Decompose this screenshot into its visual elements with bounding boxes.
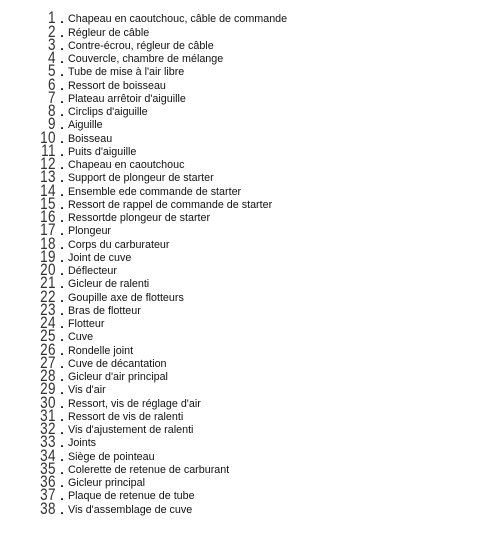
part-row: [30, 155, 490, 173]
part-number: 6: [48, 75, 56, 94]
part-number: 2: [48, 22, 56, 41]
part-separator: .: [60, 396, 64, 411]
part-number: 27: [40, 353, 56, 372]
part-number: 19: [40, 247, 56, 266]
part-row: [30, 327, 490, 346]
part-row: [30, 300, 490, 319]
part-label: Plaque de retenue de tube: [68, 490, 195, 503]
part-row: [30, 353, 490, 372]
part-row: [30, 261, 490, 279]
part-number: 21: [40, 274, 56, 293]
part-row: [30, 115, 490, 134]
part-row: [30, 380, 490, 399]
part-number: 5: [48, 62, 56, 81]
part-number: 1: [48, 9, 56, 28]
part-row: [30, 406, 490, 425]
part-label: Siège de pointeau: [68, 450, 155, 463]
part-number: 14: [40, 181, 56, 200]
part-row: [30, 459, 490, 478]
part-label: Plateau arrêtoir d'aiguille: [68, 92, 186, 105]
part-number: 7: [48, 88, 56, 107]
part-label: Corps du carburateur: [68, 238, 170, 251]
part-row: [30, 22, 490, 41]
part-label: Rondelle joint: [68, 344, 134, 357]
part-number: 8: [48, 102, 56, 120]
part-separator: .: [60, 264, 64, 278]
part-label: Ressort, vis de réglage d'air: [68, 397, 201, 410]
part-row: [30, 102, 490, 120]
part-number: 17: [40, 221, 56, 240]
part-label: Contre-écrou, régleur de câble: [68, 39, 214, 52]
part-row: [30, 314, 490, 332]
part-label: Ressort de vis de ralenti: [68, 410, 184, 423]
part-separator: .: [60, 184, 64, 199]
part-row: [30, 340, 490, 359]
part-label: Ressortde plongeur de starter: [68, 212, 211, 224]
part-label: Plongeur: [68, 225, 112, 238]
part-label: Colerette de retenue de carburant: [68, 463, 230, 476]
part-number: 35: [40, 459, 56, 478]
part-number: 4: [48, 49, 56, 67]
part-row: [30, 181, 490, 200]
part-label: Gicleur principal: [68, 477, 146, 489]
part-number: 32: [40, 420, 56, 438]
part-separator: .: [60, 118, 64, 133]
part-row: [30, 9, 490, 28]
part-label: Puits d'aiguille: [68, 145, 137, 158]
part-row: [30, 128, 490, 147]
part-number: 9: [48, 115, 56, 134]
part-separator: .: [60, 462, 64, 477]
part-number: 31: [40, 406, 56, 425]
part-row: [30, 446, 490, 465]
part-row: [30, 49, 490, 67]
part-number: 13: [40, 168, 56, 187]
part-separator: .: [60, 290, 64, 305]
part-separator: .: [60, 330, 64, 345]
part-separator: .: [60, 171, 64, 186]
part-separator: .: [60, 277, 64, 292]
part-number: 12: [40, 155, 56, 173]
part-row: [30, 234, 490, 253]
part-separator: .: [60, 476, 64, 490]
part-row: [30, 486, 490, 505]
part-row: [30, 420, 490, 438]
part-separator: .: [60, 383, 64, 398]
part-label: Gicleur de ralenti: [68, 278, 150, 291]
part-row: [30, 274, 490, 293]
part-separator: .: [60, 449, 64, 464]
part-label: Flotteur: [68, 318, 105, 330]
part-row: [30, 367, 490, 385]
part-label: Vis d'air: [68, 384, 106, 397]
part-row: [30, 433, 490, 452]
part-separator: .: [60, 52, 64, 66]
part-row: [30, 221, 490, 240]
part-number: 3: [48, 35, 56, 54]
part-label: Goupille axe de flotteurs: [68, 291, 184, 304]
part-row: [30, 287, 490, 306]
part-separator: .: [60, 356, 64, 371]
part-separator: .: [60, 436, 64, 451]
part-number: 28: [40, 367, 56, 385]
part-label: Gicleur d'air principal: [68, 371, 168, 383]
part-row: [30, 141, 490, 160]
part-row: [30, 35, 490, 54]
part-separator: .: [60, 197, 64, 212]
part-number: 18: [40, 234, 56, 253]
part-separator: .: [60, 409, 64, 424]
part-number: 15: [40, 194, 56, 213]
part-label: Ensemble ede commande de starter: [68, 185, 242, 198]
part-number: 34: [40, 446, 56, 465]
part-separator: .: [60, 237, 64, 252]
part-separator: .: [60, 91, 64, 106]
part-row: [30, 88, 490, 107]
part-separator: .: [60, 25, 64, 40]
part-number: 29: [40, 380, 56, 399]
part-label: Cuve de décantation: [68, 357, 167, 370]
part-number: 33: [40, 433, 56, 452]
part-row: [30, 194, 490, 213]
part-number: 26: [40, 340, 56, 359]
part-label: Ressort de boisseau: [68, 79, 166, 92]
part-separator: .: [60, 317, 64, 331]
part-label: Couvercle, chambre de mélange: [68, 53, 224, 65]
part-separator: .: [60, 158, 64, 172]
part-separator: .: [60, 423, 64, 437]
part-separator: .: [60, 105, 64, 119]
part-number: 20: [40, 261, 56, 279]
part-separator: .: [60, 78, 64, 93]
part-row: [30, 62, 490, 81]
part-number: 16: [40, 208, 56, 226]
part-number: 11: [41, 141, 56, 160]
part-number: 24: [40, 314, 56, 332]
part-label: Vis d'assemblage de cuve: [68, 503, 193, 516]
part-label: Vis d'ajustement de ralenti: [68, 424, 194, 436]
part-label: Bras de flotteur: [68, 304, 141, 317]
part-number: 23: [40, 300, 56, 319]
part-label: Joints: [68, 437, 97, 450]
part-row: [30, 499, 490, 518]
part-separator: .: [60, 211, 64, 225]
part-number: 22: [40, 287, 56, 306]
part-separator: .: [60, 303, 64, 318]
part-row: [30, 247, 490, 266]
part-row: [30, 393, 490, 412]
part-separator: .: [60, 131, 64, 146]
part-number: 37: [40, 486, 56, 505]
part-number: 30: [40, 393, 56, 412]
part-label: Chapeau en caoutchouc, câble de commande: [68, 13, 288, 26]
part-separator: .: [60, 12, 64, 27]
part-separator: .: [60, 65, 64, 80]
part-number: 38: [40, 499, 56, 518]
part-separator: .: [60, 224, 64, 239]
part-separator: .: [60, 38, 64, 53]
part-row: [30, 75, 490, 94]
part-label: Ressort de rappel de commande de starter: [68, 198, 273, 211]
parts-list: [30, 9, 490, 518]
part-separator: .: [60, 250, 64, 265]
part-label: Joint de cuve: [68, 251, 132, 264]
part-number: 10: [40, 128, 56, 147]
part-label: Régleur de câble: [68, 26, 150, 39]
part-row: [30, 168, 490, 187]
part-separator: .: [60, 343, 64, 358]
part-label: Cuve: [68, 331, 94, 344]
part-label: Circlips d'aiguille: [68, 106, 148, 118]
part-row: [30, 473, 490, 491]
part-label: Boisseau: [68, 132, 113, 145]
part-label: Chapeau en caoutchouc: [68, 159, 185, 171]
part-label: Déflecteur: [68, 265, 117, 277]
part-number: 25: [40, 327, 56, 346]
part-label: Tube de mise à l'air libre: [68, 66, 185, 79]
part-separator: .: [60, 489, 64, 504]
part-row: [30, 208, 490, 226]
part-label: Aiguille: [68, 119, 103, 132]
part-separator: .: [60, 370, 64, 384]
part-label: Support de plongeur de starter: [68, 172, 214, 185]
part-separator: .: [60, 502, 64, 517]
part-separator: .: [60, 144, 64, 159]
part-number: 36: [40, 473, 56, 491]
